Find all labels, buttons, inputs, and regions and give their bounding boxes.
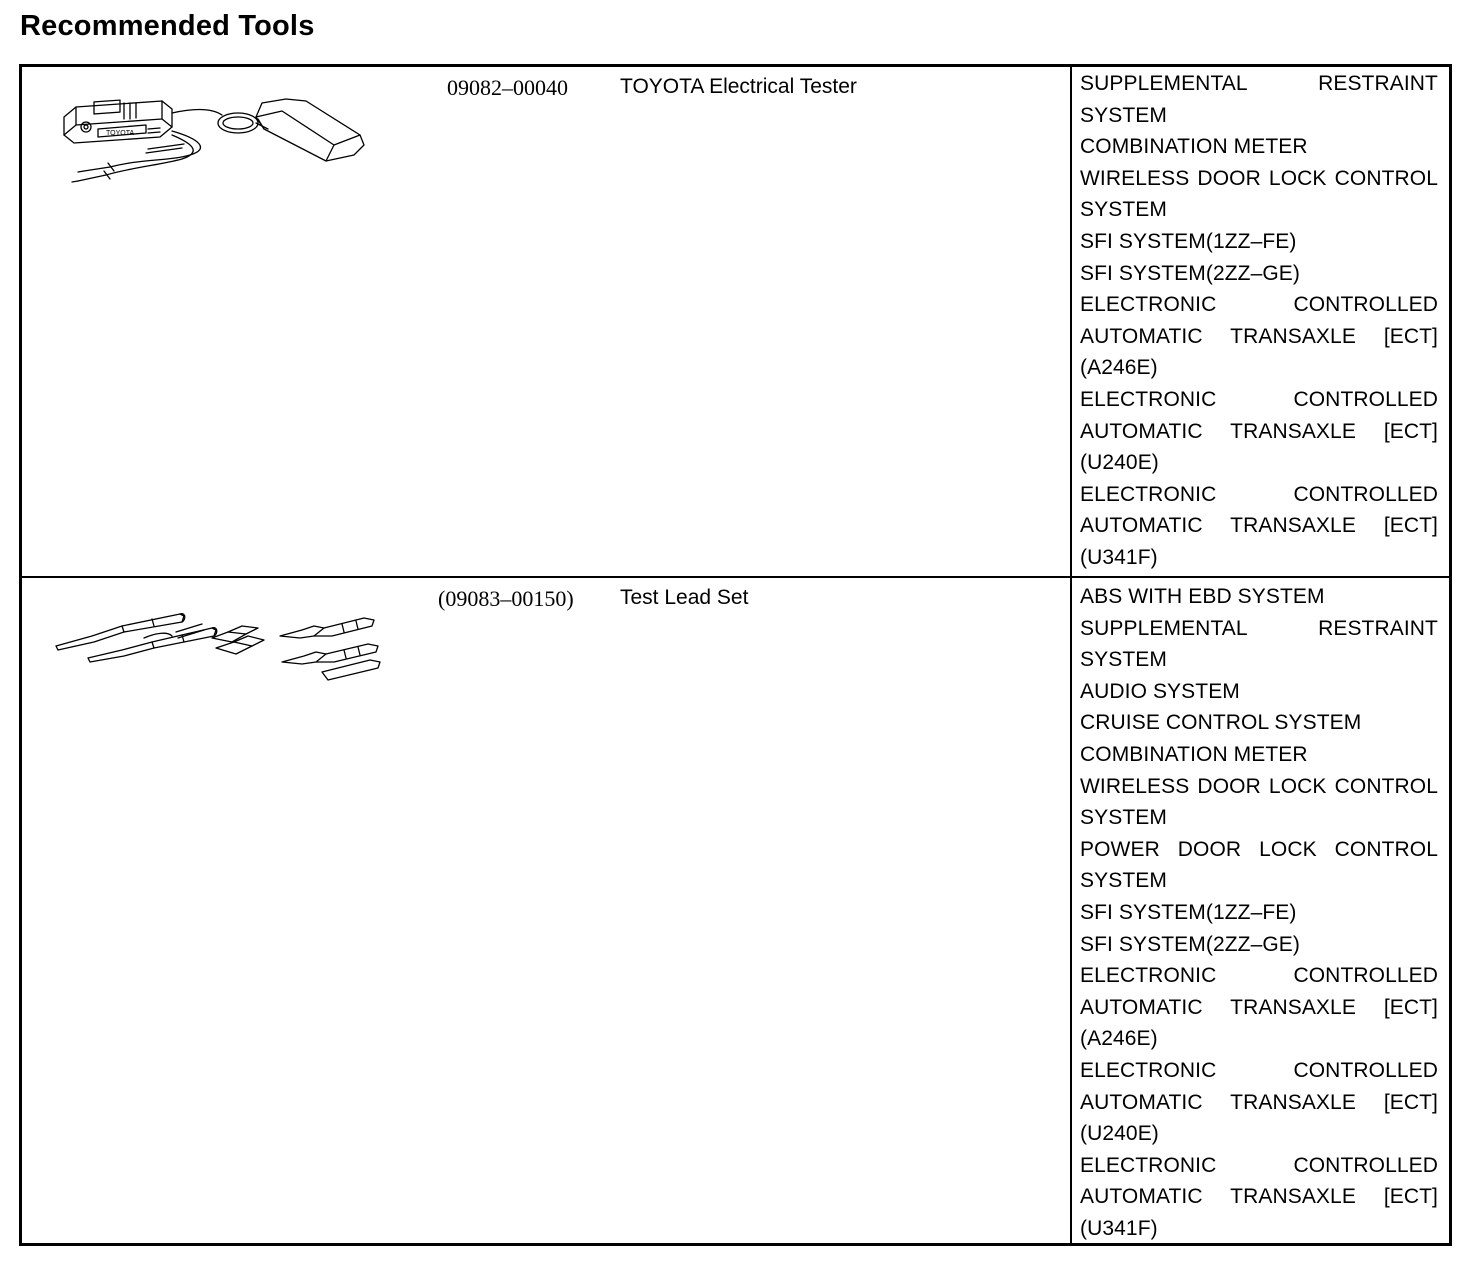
system-item: SUPPLEMENTAL RESTRAINT SYSTEM (1080, 72, 1438, 127)
system-item: SFI SYSTEM(2ZZ–GE) (1080, 261, 1300, 285)
svg-text:TOYOTA: TOYOTA (106, 130, 135, 137)
system-item: COMBINATION METER (1080, 742, 1308, 766)
system-item: AUDIO SYSTEM (1080, 679, 1240, 703)
system-item: CRUISE CONTROL SYSTEM (1080, 711, 1362, 735)
applicable-systems-list (1080, 581, 1438, 1244)
part-number: 09082–00040 (447, 75, 568, 100)
page-title: Recommended Tools (20, 10, 315, 42)
system-item: SFI SYSTEM(1ZZ–FE) (1080, 229, 1297, 253)
system-item: ELECTRONIC CONTROLLED AUTOMATIC TRANSAXLE [ECT](U240E) (1080, 387, 1438, 475)
applicable-systems-list (1080, 68, 1438, 574)
part-number: (09083–00150) (438, 586, 574, 611)
system-item: ELECTRONIC CONTROLLED AUTOMATIC TRANSAXLE [ECT](A246E) (1080, 964, 1438, 1051)
test-lead-set-icon (52, 596, 392, 691)
tool-name: Test Lead Set (620, 586, 749, 609)
system-item: WIRELESS DOOR LOCK CONTROL SYSTEM (1080, 774, 1438, 830)
system-item: SFI SYSTEM(1ZZ–FE) (1080, 900, 1297, 924)
system-item: ELECTRONIC CONTROLLED AUTOMATIC TRANSAXLE [ECT](U341F) (1080, 482, 1438, 569)
system-item: ELECTRONIC CONTROLLED AUTOMATIC TRANSAXLE [ECT](A246E) (1080, 293, 1438, 380)
system-item: SFI SYSTEM(2ZZ–GE) (1080, 932, 1300, 956)
system-item: COMBINATION METER (1080, 135, 1308, 159)
system-item: ELECTRONIC CONTROLLED AUTOMATIC TRANSAXLE [ECT](U341F) (1080, 1153, 1438, 1240)
system-item: ELECTRONIC CONTROLLED AUTOMATIC TRANSAXLE [ECT](U240E) (1080, 1058, 1438, 1146)
system-item: POWER DOOR LOCK CONTROL SYSTEM (1080, 837, 1438, 893)
system-item: ABS WITH EBD SYSTEM (1080, 585, 1325, 608)
tools-table (19, 64, 1452, 1246)
tool-name: TOYOTA Electrical Tester (620, 75, 857, 98)
system-item: SUPPLEMENTAL RESTRAINT SYSTEM (1080, 616, 1438, 672)
electrical-tester-icon (50, 89, 390, 194)
system-item: WIRELESS DOOR LOCK CONTROL SYSTEM (1080, 166, 1438, 222)
tool-row-electrical-tester (22, 67, 1449, 577)
tool-row-test-lead-set (22, 578, 1449, 1243)
